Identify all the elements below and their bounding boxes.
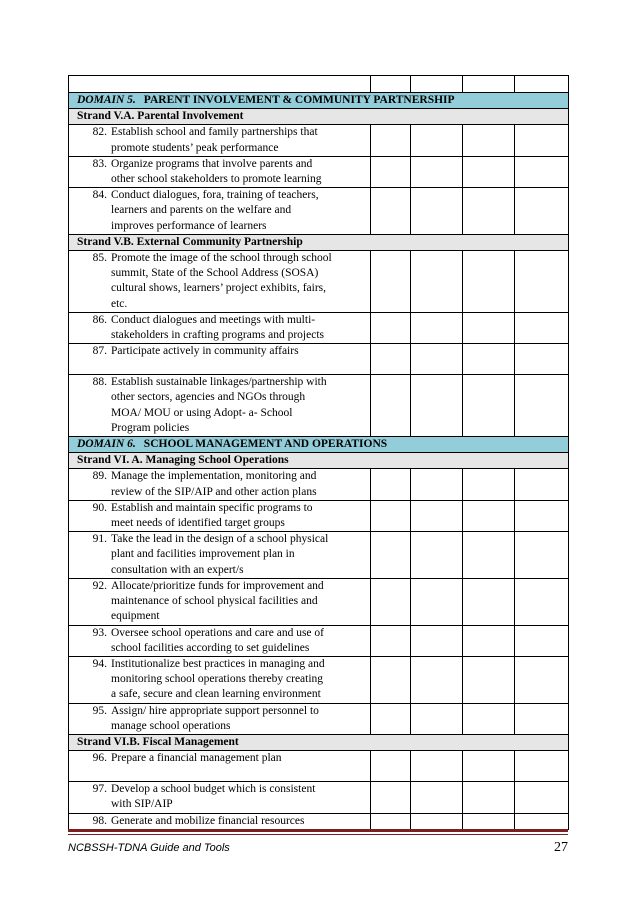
rating-cell[interactable]: [411, 344, 463, 375]
table-row: [69, 125, 569, 156]
item-text: Generate and mobilize financial resources: [111, 814, 305, 827]
item-number: 96.: [92, 752, 107, 765]
rating-cell[interactable]: [411, 312, 463, 343]
item-number: 98.: [92, 814, 107, 827]
rating-cell[interactable]: [411, 188, 463, 235]
table-row: [69, 344, 569, 375]
rating-cell[interactable]: [411, 532, 463, 579]
rating-cell[interactable]: [371, 344, 411, 375]
strand-label: Strand V.B. External Community Partnership: [69, 234, 569, 250]
rating-cell[interactable]: [411, 703, 463, 734]
table-row: [69, 312, 569, 343]
item-number: 92.: [92, 579, 107, 592]
rating-cell[interactable]: [463, 532, 515, 579]
rating-cell[interactable]: [463, 703, 515, 734]
rating-cell[interactable]: [371, 813, 411, 829]
rating-cell[interactable]: [515, 469, 569, 500]
rating-cell[interactable]: [411, 469, 463, 500]
rating-cell[interactable]: [371, 703, 411, 734]
rating-cell[interactable]: [371, 156, 411, 187]
rating-cell[interactable]: [515, 751, 569, 782]
item-text: Oversee school operations and care and use of school facilities according to set guidelines: [111, 626, 324, 654]
domain-title: PARENT INVOLVEMENT & COMMUNITY PARTNERSHIP: [143, 94, 455, 106]
item-number: 89.: [92, 470, 107, 483]
table-row: [69, 813, 569, 829]
rating-cell[interactable]: [515, 251, 569, 313]
item-number: 97.: [92, 783, 107, 796]
rating-cell[interactable]: [463, 125, 515, 156]
rating-cell[interactable]: [463, 500, 515, 531]
table-header-row: [69, 76, 569, 93]
item-text: Assign/ hire appropriate support personnel to manage school operations: [111, 704, 319, 732]
rating-cell[interactable]: [411, 625, 463, 656]
rating-cell[interactable]: [463, 751, 515, 782]
rating-cell[interactable]: [515, 813, 569, 829]
rating-cell[interactable]: [371, 578, 411, 625]
rating-cell[interactable]: [371, 469, 411, 500]
strand-label: Strand VI.B. Fiscal Management: [69, 734, 569, 750]
item-text: Establish school and family partnerships that promote students’ peak performance: [111, 126, 318, 154]
domain-row: [69, 437, 569, 453]
item-number: 90.: [92, 501, 107, 514]
table-row: [69, 500, 569, 531]
rating-cell[interactable]: [463, 578, 515, 625]
rating-cell[interactable]: [411, 156, 463, 187]
rating-cell[interactable]: [411, 125, 463, 156]
item-text: Conduct dialogues and meetings with multi- stakeholders in crafting programs and projects: [111, 313, 325, 342]
item-number: 91.: [92, 533, 107, 546]
strand-row: [69, 234, 569, 250]
item-number: 85.: [92, 252, 107, 265]
strand-label: Strand VI. A. Managing School Operations: [69, 453, 569, 469]
item-number: 87.: [92, 345, 107, 358]
strand-row: [69, 734, 569, 750]
item-text: Organize programs that involve parents and other school stakeholders to promote learning: [111, 157, 322, 186]
item-number: 82.: [92, 126, 107, 139]
rating-cell[interactable]: [515, 500, 569, 531]
rating-cell[interactable]: [371, 500, 411, 531]
strand-row: [69, 453, 569, 469]
table-row: [69, 578, 569, 625]
page-number: 27: [554, 840, 568, 855]
table-row: [69, 375, 569, 437]
rating-cell[interactable]: [463, 344, 515, 375]
rating-cell[interactable]: [463, 813, 515, 829]
rating-cell[interactable]: [411, 500, 463, 531]
item-number: 94.: [92, 657, 107, 670]
item-text: Establish and maintain specific programs to meet needs of identified target groups: [111, 501, 313, 530]
rating-cell[interactable]: [411, 782, 463, 813]
rating-cell[interactable]: [411, 751, 463, 782]
item-text: Establish sustainable linkages/partnership with other sectors, agencies and NGOs through MOA/ MOU or using Adopt- a- School Program policies: [111, 376, 327, 434]
rating-cell[interactable]: [371, 625, 411, 656]
rating-cell[interactable]: [463, 469, 515, 500]
rating-cell[interactable]: [411, 375, 463, 437]
rating-cell[interactable]: [463, 782, 515, 813]
rating-cell[interactable]: [515, 625, 569, 656]
rating-cell[interactable]: [515, 312, 569, 343]
item-number: 83.: [92, 157, 107, 170]
rating-cell[interactable]: [411, 656, 463, 703]
rating-cell[interactable]: [371, 532, 411, 579]
rating-cell[interactable]: [371, 188, 411, 235]
rating-cell[interactable]: [411, 251, 463, 313]
table-row: [69, 656, 569, 703]
rating-cell[interactable]: [515, 578, 569, 625]
item-text: Develop a school budget which is consistent with SIP/AIP: [111, 783, 316, 811]
item-number: 86.: [92, 313, 107, 326]
table-row: [69, 782, 569, 813]
item-text: Manage the implementation, monitoring and review of the SIP/AIP and other action plans: [111, 470, 317, 498]
item-number: 93.: [92, 626, 107, 639]
rating-cell[interactable]: [463, 188, 515, 235]
item-text: Institutionalize best practices in managing and monitoring school operations thereby creating a safe, secure and clean learning environment: [111, 657, 325, 701]
strand-row: [69, 109, 569, 125]
item-text: Prepare a financial management plan: [111, 752, 282, 765]
domain-label: DOMAIN 5.: [77, 94, 136, 106]
assessment-table: [68, 75, 569, 830]
table-row: [69, 625, 569, 656]
rating-cell[interactable]: [371, 375, 411, 437]
table-row: [69, 251, 569, 313]
rating-cell[interactable]: [371, 251, 411, 313]
item-text: Allocate/prioritize funds for improvement and maintenance of school physical facilities and equipment: [111, 579, 324, 623]
item-number: 95.: [92, 704, 107, 717]
rating-cell[interactable]: [515, 782, 569, 813]
rating-cell[interactable]: [515, 703, 569, 734]
table-row: [69, 188, 569, 235]
rating-cell[interactable]: [515, 344, 569, 375]
footer-title: NCBSSH-TDNA Guide and Tools: [68, 842, 230, 854]
footer-divider-thin: [68, 834, 568, 835]
rating-cell[interactable]: [463, 251, 515, 313]
table-row: [69, 156, 569, 187]
rating-cell[interactable]: [463, 312, 515, 343]
rating-cell[interactable]: [515, 532, 569, 579]
rating-cell[interactable]: [515, 125, 569, 156]
rating-cell[interactable]: [371, 656, 411, 703]
item-text: Participate actively in community affairs: [111, 345, 299, 358]
rating-cell[interactable]: [371, 782, 411, 813]
item-number: 88.: [92, 376, 107, 389]
rating-cell[interactable]: [463, 625, 515, 656]
item-text: Promote the image of the school through school summit, State of the School Address (SOSA) cultural shows, learners’ project exhibits, fairs, etc.: [111, 252, 332, 310]
footer-divider: [68, 829, 568, 832]
domain-title: SCHOOL MANAGEMENT AND OPERATIONS: [143, 438, 388, 451]
item-text: Take the lead in the design of a school physical plant and facilities improvement plan in consultation with an expert/s: [111, 533, 329, 576]
rating-cell[interactable]: [463, 156, 515, 187]
strand-label: Strand V.A. Parental Involvement: [69, 109, 569, 125]
table-row: [69, 751, 569, 782]
item-number: 84.: [92, 189, 107, 202]
domain-row: [69, 93, 569, 109]
rating-cell[interactable]: [515, 156, 569, 187]
rating-cell[interactable]: [515, 375, 569, 437]
table-row: [69, 469, 569, 500]
rating-cell[interactable]: [371, 125, 411, 156]
item-text: Conduct dialogues, fora, training of teachers, learners and parents on the welfare and improves performance of learners: [111, 189, 319, 232]
rating-cell[interactable]: [411, 813, 463, 829]
rating-cell[interactable]: [515, 188, 569, 235]
rating-cell[interactable]: [463, 375, 515, 437]
rating-cell[interactable]: [371, 312, 411, 343]
rating-cell[interactable]: [371, 751, 411, 782]
table-row: [69, 532, 569, 579]
rating-cell[interactable]: [463, 656, 515, 703]
rating-cell[interactable]: [515, 656, 569, 703]
domain-label: DOMAIN 6.: [77, 438, 136, 451]
table-row: [69, 703, 569, 734]
rating-cell[interactable]: [411, 578, 463, 625]
